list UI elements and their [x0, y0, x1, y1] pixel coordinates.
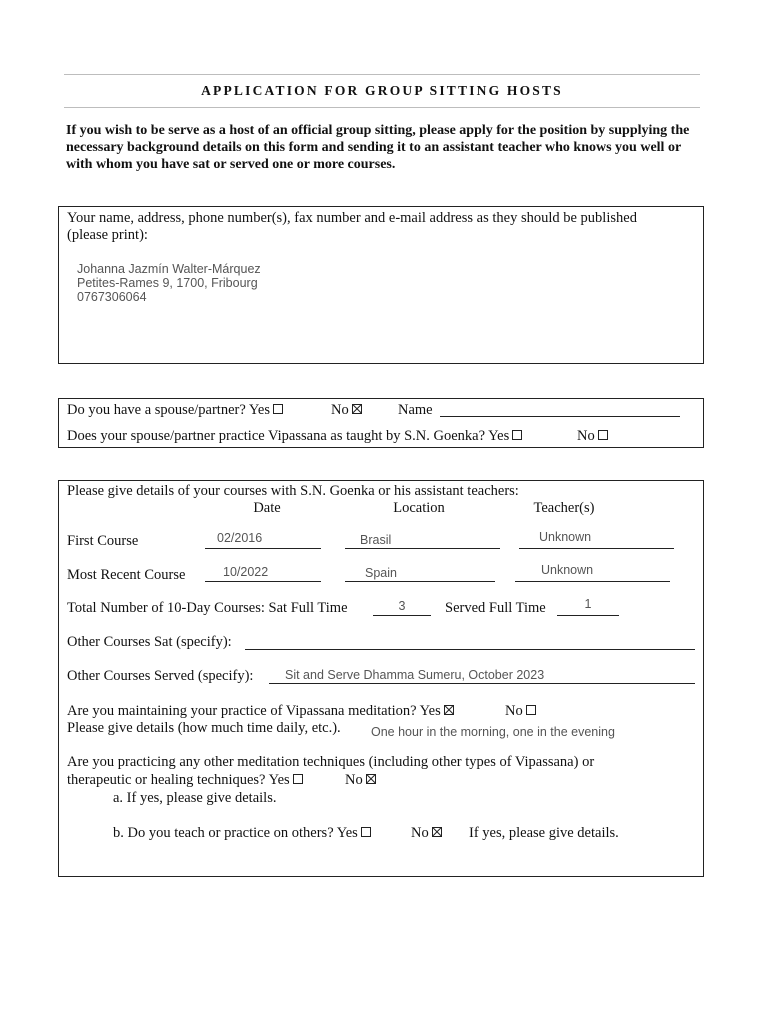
form-title: APPLICATION FOR GROUP SITTING HOSTS	[201, 83, 563, 98]
other-served-label: Other Courses Served (specify):	[67, 668, 254, 684]
teach-row	[113, 824, 371, 842]
contact-section	[58, 206, 704, 364]
first-course-location[interactable]: Brasil	[360, 533, 392, 547]
maintain-no-row	[505, 702, 536, 720]
teach-no-row	[411, 824, 442, 842]
courses-section	[58, 480, 704, 877]
teach-details-label: If yes, please give details.	[469, 825, 619, 841]
spouse-practice-no-checkbox[interactable]	[598, 430, 608, 440]
first-location-line	[345, 548, 500, 549]
other-served-value[interactable]: Sit and Serve Dhamma Sumeru, October 2023	[285, 668, 545, 682]
spouse-q1-label: Do you have a spouse/partner? Yes	[67, 402, 270, 418]
other-served-line	[269, 683, 695, 684]
contact-phone[interactable]: 0767306064	[77, 290, 147, 304]
recent-teacher-line	[515, 581, 670, 582]
first-course-label: First Course	[67, 533, 139, 549]
first-date-line	[205, 548, 321, 549]
other-sat-line	[245, 649, 695, 650]
served-full-time-value[interactable]: 1	[584, 597, 592, 611]
spouse-q2-row	[67, 427, 522, 445]
other-tech-row	[67, 771, 303, 789]
spouse-practice-yes-checkbox[interactable]	[512, 430, 522, 440]
maintain-no-label: No	[505, 703, 523, 719]
spouse-section	[58, 398, 704, 448]
maintain-question: Are you maintaining your practice of Vipassana meditation? Yes	[67, 703, 441, 719]
recent-course-location[interactable]: Spain	[365, 566, 397, 580]
spouse-no-checkbox[interactable]	[352, 404, 362, 414]
spouse-no-row	[331, 401, 362, 419]
recent-location-line	[345, 581, 495, 582]
sub-question-b: b. Do you teach or practice on others? Yes	[113, 825, 358, 841]
top-rule	[64, 74, 700, 75]
recent-course-date[interactable]: 10/2022	[223, 565, 269, 579]
first-course-teacher[interactable]: Unknown	[539, 530, 592, 544]
column-teachers: Teacher(s)	[533, 500, 595, 516]
sat-full-time-line	[373, 615, 431, 616]
sub-question-a: a. If yes, please give details.	[113, 790, 277, 806]
contact-label-line1: Your name, address, phone number(s), fax number and e-mail address as they should be published	[67, 210, 637, 226]
spouse-q2-label: Does your spouse/partner practice Vipassana as taught by S.N. Goenka? Yes	[67, 428, 510, 444]
spouse-name-field[interactable]	[440, 416, 680, 417]
first-course-date[interactable]: 02/2016	[217, 531, 263, 545]
spouse-name-label: Name	[398, 402, 433, 418]
other-tech-no-label: No	[345, 772, 363, 788]
title-rule	[64, 107, 700, 108]
details-label: Please give details (how much time daily, etc.).	[67, 720, 341, 736]
spouse-practice-no-label: No	[577, 428, 595, 444]
intro-text: If you wish to be serve as a host of an official group sitting, please apply for the position by supplying the necessary background details on this form and sending it to an assistant teacher who knows you well or with whom you have sat or served one or more courses.	[66, 123, 690, 172]
other-tech-question-line2: therapeutic or healing techniques? Yes	[67, 772, 290, 788]
recent-course-label: Most Recent Course	[67, 567, 186, 583]
courses-heading: Please give details of your courses with S.N. Goenka or his assistant teachers:	[67, 483, 519, 499]
details-value[interactable]: One hour in the morning, one in the evening	[371, 725, 615, 739]
teach-yes-checkbox[interactable]	[361, 827, 371, 837]
column-date: Date	[253, 500, 281, 516]
contact-label-line2: (please print):	[67, 227, 148, 243]
teach-no-checkbox[interactable]	[432, 827, 442, 837]
teach-no-label: No	[411, 825, 429, 841]
contact-name[interactable]: Johanna Jazmín Walter-Márquez	[77, 262, 261, 276]
spouse-practice-no-row	[577, 427, 608, 445]
other-tech-no-checkbox[interactable]	[366, 774, 376, 784]
maintain-row	[67, 702, 454, 720]
total-courses-label: Total Number of 10-Day Courses: Sat Full Time	[67, 600, 348, 616]
served-full-time-line	[557, 615, 619, 616]
first-teacher-line	[519, 548, 674, 549]
served-full-time-label: Served Full Time	[445, 600, 546, 616]
recent-course-teacher[interactable]: Unknown	[541, 563, 594, 577]
sat-full-time-value[interactable]: 3	[398, 599, 406, 613]
contact-address[interactable]: Petites-Rames 9, 1700, Fribourg	[77, 276, 258, 290]
maintain-yes-checkbox[interactable]	[444, 705, 454, 715]
spouse-yes-checkbox[interactable]	[273, 404, 283, 414]
other-tech-yes-checkbox[interactable]	[293, 774, 303, 784]
recent-date-line	[205, 581, 321, 582]
other-tech-question-line1: Are you practicing any other meditation techniques (including other types of Vipassana) or	[67, 754, 595, 770]
maintain-no-checkbox[interactable]	[526, 705, 536, 715]
other-sat-label: Other Courses Sat (specify):	[67, 634, 232, 650]
column-location: Location	[393, 500, 445, 516]
spouse-no-label: No	[331, 402, 349, 418]
other-tech-no-row	[345, 771, 376, 789]
spouse-q1-row	[67, 401, 283, 419]
